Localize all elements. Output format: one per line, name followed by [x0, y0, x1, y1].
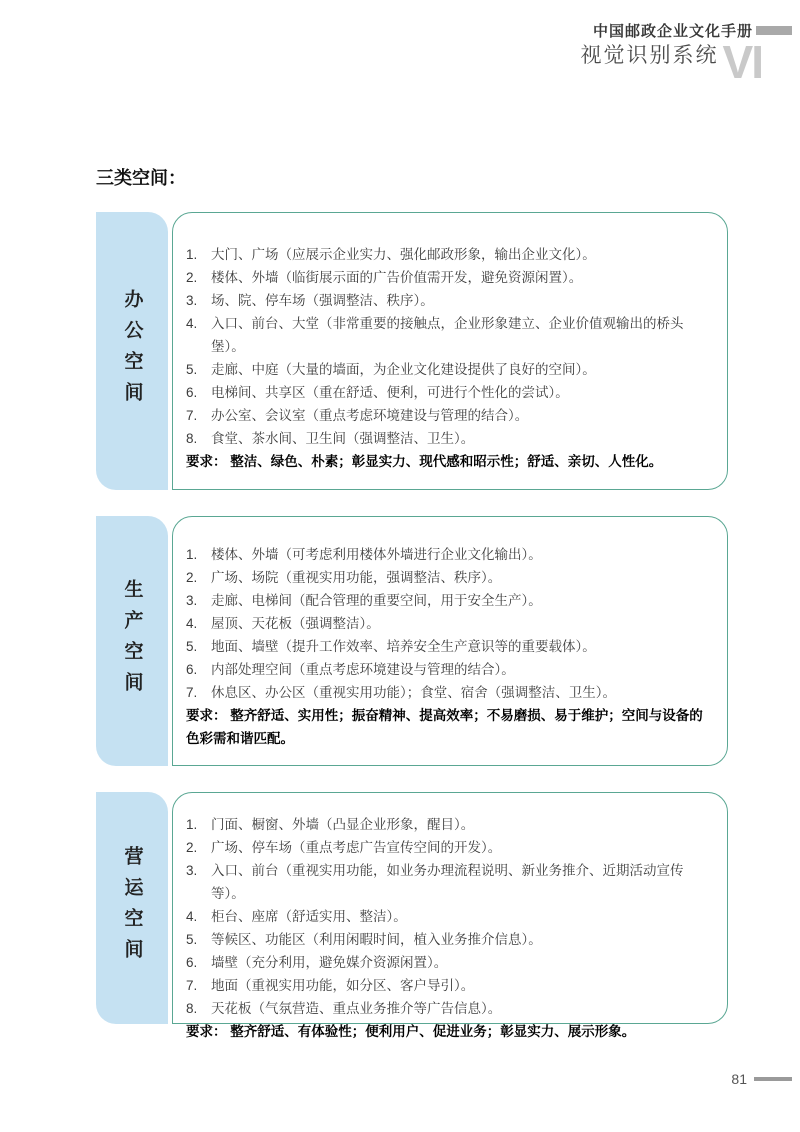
item-number: 7.: [186, 685, 198, 700]
item-text: 入口、前台（重视实用功能，如业务办理流程说明、新业务推介、近期活动宣传等）。: [211, 863, 684, 901]
header-subtitle-row: [580, 36, 762, 88]
list-item: [186, 289, 711, 312]
requirement-line: 要求： 整齐舒适、有体验性；便利用户、促进业务；彰显实力、展示形象。: [186, 1024, 636, 1039]
item-text: 办公室、会议室（重点考虑环境建设与管理的结合）。: [211, 408, 529, 423]
list-item: [186, 358, 711, 381]
space-sections: [96, 212, 728, 1050]
list-item: [186, 612, 711, 635]
page-footer: [731, 1071, 792, 1087]
item-text: 楼体、外墙（临街展示面的广告价值需开发，避免资源闲置）。: [211, 270, 583, 285]
section-label-production: [96, 516, 168, 766]
item-number: 4.: [186, 909, 198, 924]
item-number: 3.: [186, 863, 198, 878]
item-text: 柜台、座席（舒适实用、整洁）。: [211, 909, 407, 924]
list-item: [186, 566, 711, 589]
item-number: 5.: [186, 362, 198, 377]
item-text: 场、院、停车场（强调整洁、秩序）。: [211, 293, 434, 308]
item-number: 2.: [186, 840, 198, 855]
page-title: 三类空间：: [96, 168, 186, 188]
item-text: 广场、场院（重视实用功能，强调整洁、秩序）。: [211, 570, 502, 585]
list-item: [186, 312, 711, 358]
footer-accent-bar: [754, 1077, 792, 1081]
item-text: 电梯间、共享区（重在舒适、便利，可进行个性化的尝试）。: [211, 385, 569, 400]
item-number: 3.: [186, 593, 198, 608]
item-text: 广场、停车场（重点考虑广告宣传空间的开发）。: [211, 840, 502, 855]
item-text: 走廊、电梯间（配合管理的重要空间，用于安全生产）。: [211, 593, 542, 608]
item-number: 6.: [186, 385, 198, 400]
item-number: 2.: [186, 270, 198, 285]
item-number: 6.: [186, 955, 198, 970]
list-item: [186, 266, 711, 289]
item-text: 天花板（气氛营造、重点业务推介等广告信息）。: [211, 1001, 502, 1016]
handbook-title: 中国邮政企业文化手册: [592, 23, 753, 40]
item-number: 8.: [186, 1001, 198, 1016]
list-item: [186, 243, 711, 266]
item-number: 2.: [186, 570, 198, 585]
list-item: [186, 404, 711, 427]
section-content-production: [172, 516, 728, 766]
requirement-line: 要求： 整洁、绿色、朴素；彰显实力、现代感和昭示性；舒适、亲切、人性化。: [186, 454, 663, 469]
list-item: [186, 589, 711, 612]
item-text: 墙壁（充分利用，避免媒介资源闲置）。: [211, 955, 448, 970]
item-number: 4.: [186, 316, 198, 331]
vi-system-subtitle: 视觉识别系统: [580, 44, 719, 67]
item-text: 等候区、功能区（利用闲暇时间，植入业务推介信息）。: [211, 932, 542, 947]
list-item: [186, 836, 711, 859]
section-operation-space: [96, 792, 728, 1039]
section-label-text: 办公空间: [121, 289, 143, 413]
list-item: [186, 543, 711, 566]
item-number: 1.: [186, 247, 198, 262]
list-item: [186, 635, 711, 658]
item-number: 7.: [186, 408, 198, 423]
page-number: 81: [731, 1071, 747, 1087]
item-text: 走廊、中庭（大量的墙面，为企业文化建设提供了良好的空间）。: [211, 362, 596, 377]
item-text: 食堂、茶水间、卫生间（强调整洁、卫生）。: [211, 431, 475, 446]
section-label-text: 生产空间: [121, 579, 143, 703]
list-item: [186, 681, 711, 704]
item-text: 内部处理空间（重点考虑环境建设与管理的结合）。: [211, 662, 515, 677]
list-item: [186, 928, 711, 951]
item-text: 地面、墙壁（提升工作效率、培养安全生产意识等的重要载体）。: [211, 639, 596, 654]
section-label-operation: [96, 792, 168, 1024]
item-text: 屋顶、天花板（强调整洁）。: [211, 616, 380, 631]
item-text: 入口、前台、大堂（非常重要的接触点，企业形象建立、企业价值观输出的桥头堡）。: [211, 316, 684, 354]
list-item: [186, 813, 711, 836]
header-accent-bar: [756, 26, 792, 35]
section-content-operation: [172, 792, 728, 1039]
item-text: 楼体、外墙（可考虑利用楼体外墙进行企业文化输出）。: [211, 547, 542, 562]
item-number: 1.: [186, 547, 198, 562]
item-number: 8.: [186, 431, 198, 446]
list-item: [186, 381, 711, 404]
item-text: 门面、橱窗、外墙（凸显企业形象，醒目）。: [211, 817, 475, 832]
item-number: 5.: [186, 639, 198, 654]
list-item: [186, 974, 711, 997]
section-office-space: [96, 212, 728, 490]
section-label-office: [96, 212, 168, 490]
requirement-line: 要求： 整齐舒适、实用性；振奋精神、提高效率；不易磨损、易于维护；空间与设备的色彩需和谐匹配。: [186, 708, 703, 746]
section-production-space: [96, 516, 728, 766]
section-label-text: 营运空间: [121, 846, 143, 970]
page-header: [580, 20, 792, 88]
list-item: [186, 658, 711, 681]
item-number: 4.: [186, 616, 198, 631]
item-text: 地面（重视实用功能，如分区、客户导引）。: [211, 978, 475, 993]
item-text: 休息区、办公区（重视实用功能）；食堂、宿舍（强调整洁、卫生）。: [211, 685, 616, 700]
item-number: 1.: [186, 817, 198, 832]
list-item: [186, 997, 711, 1020]
list-item: [186, 859, 711, 905]
item-number: 3.: [186, 293, 198, 308]
item-text: 大门、广场（应展示企业实力、强化邮政形象，输出企业文化）。: [211, 247, 596, 262]
list-item: [186, 951, 711, 974]
item-number: 7.: [186, 978, 198, 993]
vi-logo-mark: VI: [722, 36, 762, 88]
section-content-office: [172, 212, 728, 490]
list-item: [186, 427, 711, 450]
list-item: [186, 905, 711, 928]
item-number: 6.: [186, 662, 198, 677]
item-number: 5.: [186, 932, 198, 947]
